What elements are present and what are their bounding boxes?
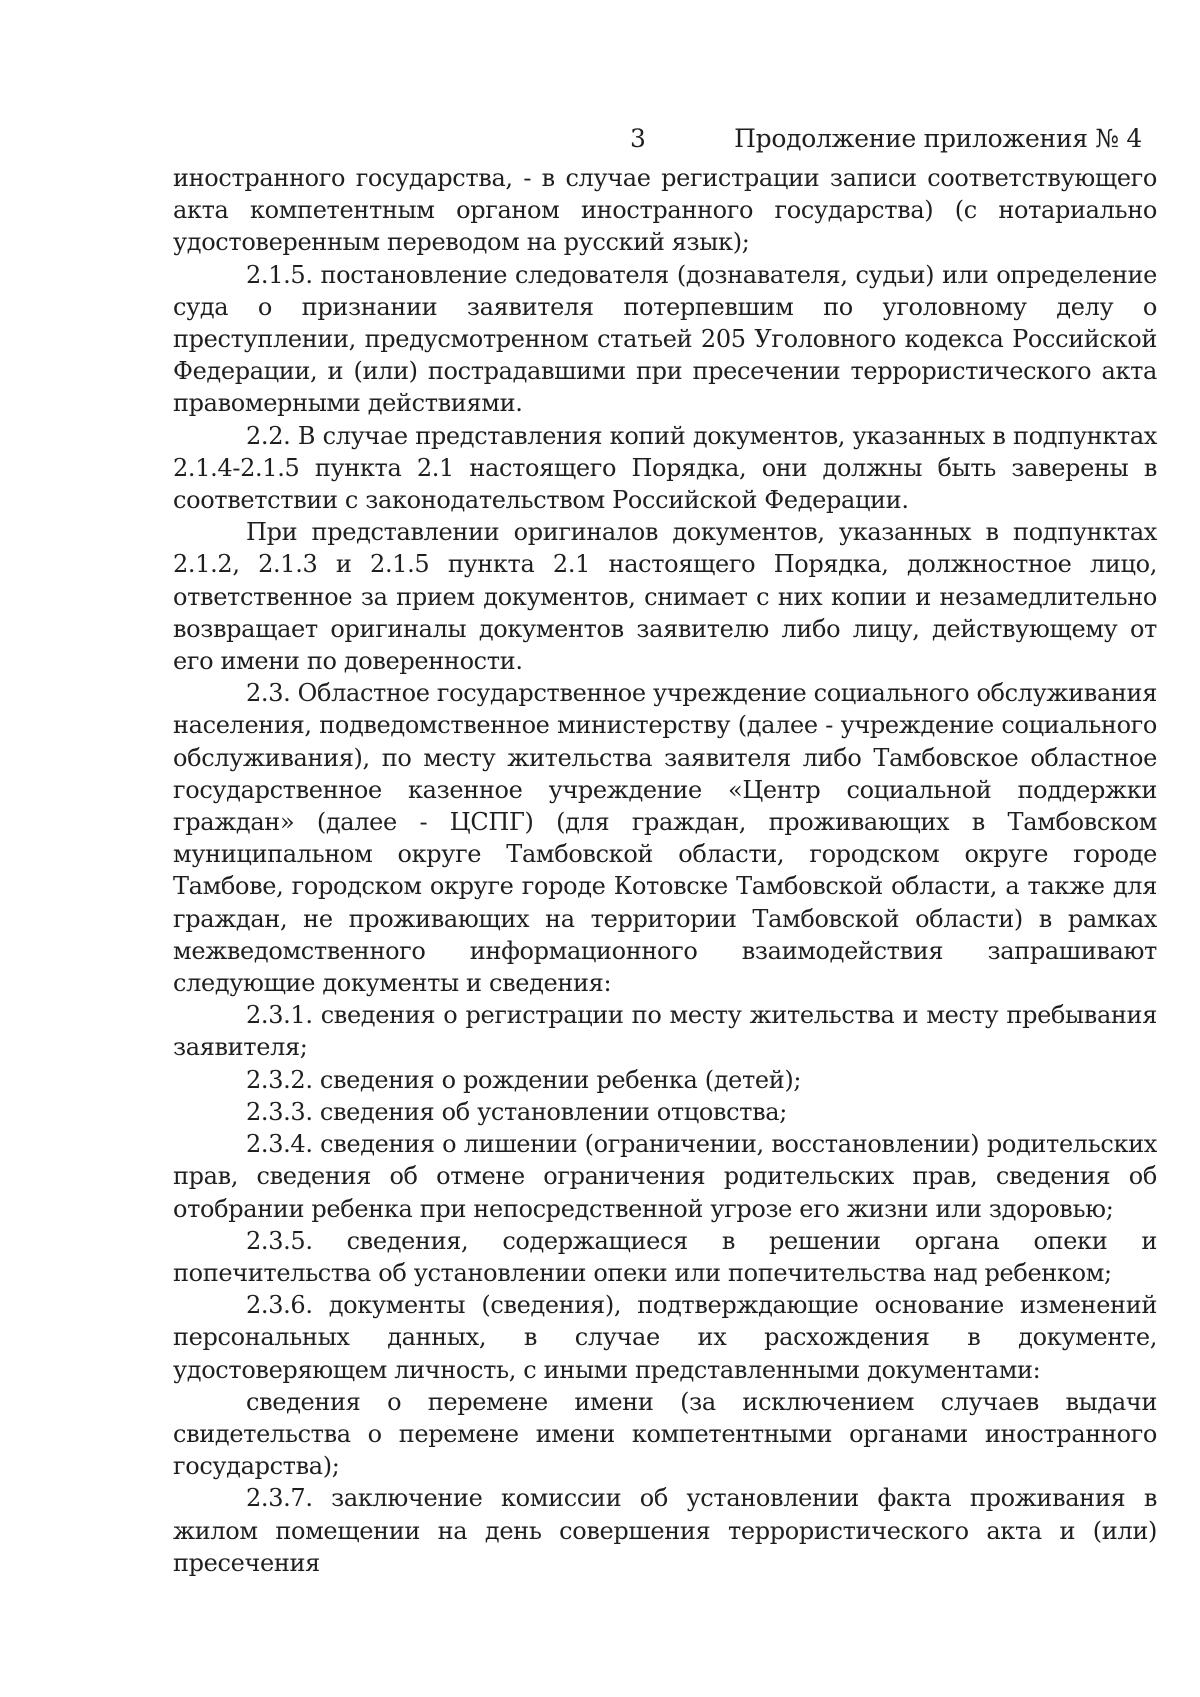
paragraph-2-3-2: 2.3.2. сведения о рождении ребенка (детей);	[246, 1065, 802, 1094]
paragraph-2-3-4: 2.3.4. сведения о лишении (ограничении, восстановлении) родительских прав, сведения об отмене ограничения родительских прав, сведения об отобрании ребенка при непосредственной угрозе его жизни или здоровью;	[173, 1130, 1157, 1223]
page-number: 3	[630, 124, 646, 153]
paragraph-continuation: иностранного государства, - в случае регистрации записи соответствующего акта компетентным органом иностранного государства) (с нотариально удостоверенным переводом на русский язык);	[173, 164, 1157, 257]
appendix-continuation-label: Продолжение приложения № 4	[734, 124, 1142, 153]
paragraph-originals: При представлении оригиналов документов, указанных в подпунктах 2.1.2, 2.1.3 и 2.1.5 пункта 2.1 настоящего Порядка, должностное лицо, ответственное за прием документов, снимает с них копии и незамедлительно возвращает оригиналы документов заявителю либо лицу, действующему от его имени по доверенности.	[173, 518, 1157, 676]
paragraph-2-3-5: 2.3.5. сведения, содержащиеся в решении органа опеки и попечительства об установлении опеки или попечительства над ребенком;	[173, 1226, 1157, 1287]
document-body	[173, 162, 1157, 1579]
paragraph-2-2: 2.2. В случае представления копий документов, указанных в подпунктах 2.1.4-2.1.5 пункта 2.1 настоящего Порядка, они должны быть заверены в соответствии с законодательством Российской Федерации.	[173, 421, 1157, 515]
paragraph-name-change: сведения о перемене имени (за исключением случаев выдачи свидетельства о перемене имени компетентными органами иностранного государства);	[173, 1387, 1157, 1481]
paragraph-2-3: 2.3. Областное государственное учреждение социального обслуживания населения, подведомственное министерству (далее - учреждение социального обслуживания), по месту жительства заявителя либо Тамбовское областное государственное казенное учреждение «Центр социальной поддержки граждан» (далее - ЦСПГ) (для граждан, проживающих в Тамбовском муниципальном округе Тамбовской области, городском округе городе Тамбове, городском округе городе Котовске Тамбовской области, а также для граждан, не проживающих на территории Тамбовской области) в рамках межведомственного информационного взаимодействия запрашивают следующие документы и сведения:	[173, 679, 1157, 998]
paragraph-2-3-3: 2.3.3. сведения об установлении отцовства;	[246, 1097, 787, 1126]
page-header	[0, 119, 1200, 159]
paragraph-2-1-5: 2.1.5. постановление следователя (дознавателя, судьи) или определение суда о признании заявителя потерпевшим по уголовному делу о преступлении, предусмотренном статьей 205 Уголовного кодекса Российской Федерации, и (или) пострадавшими при пресечении террористического акта правомерными действиями.	[173, 260, 1157, 418]
paragraph-2-3-1: 2.3.1. сведения о регистрации по месту жительства и месту пребывания заявителя;	[173, 1001, 1157, 1062]
paragraph-2-3-7: 2.3.7. заключение комиссии об установлении факта проживания в жилом помещении на день совершения террористического акта и (или) пресечения	[173, 1484, 1157, 1577]
paragraph-2-3-6: 2.3.6. документы (сведения), подтверждающие основание изменений персональных данных, в случае их расхождения в документе, удостоверяющем личность, с иными представленными документами:	[173, 1291, 1157, 1384]
